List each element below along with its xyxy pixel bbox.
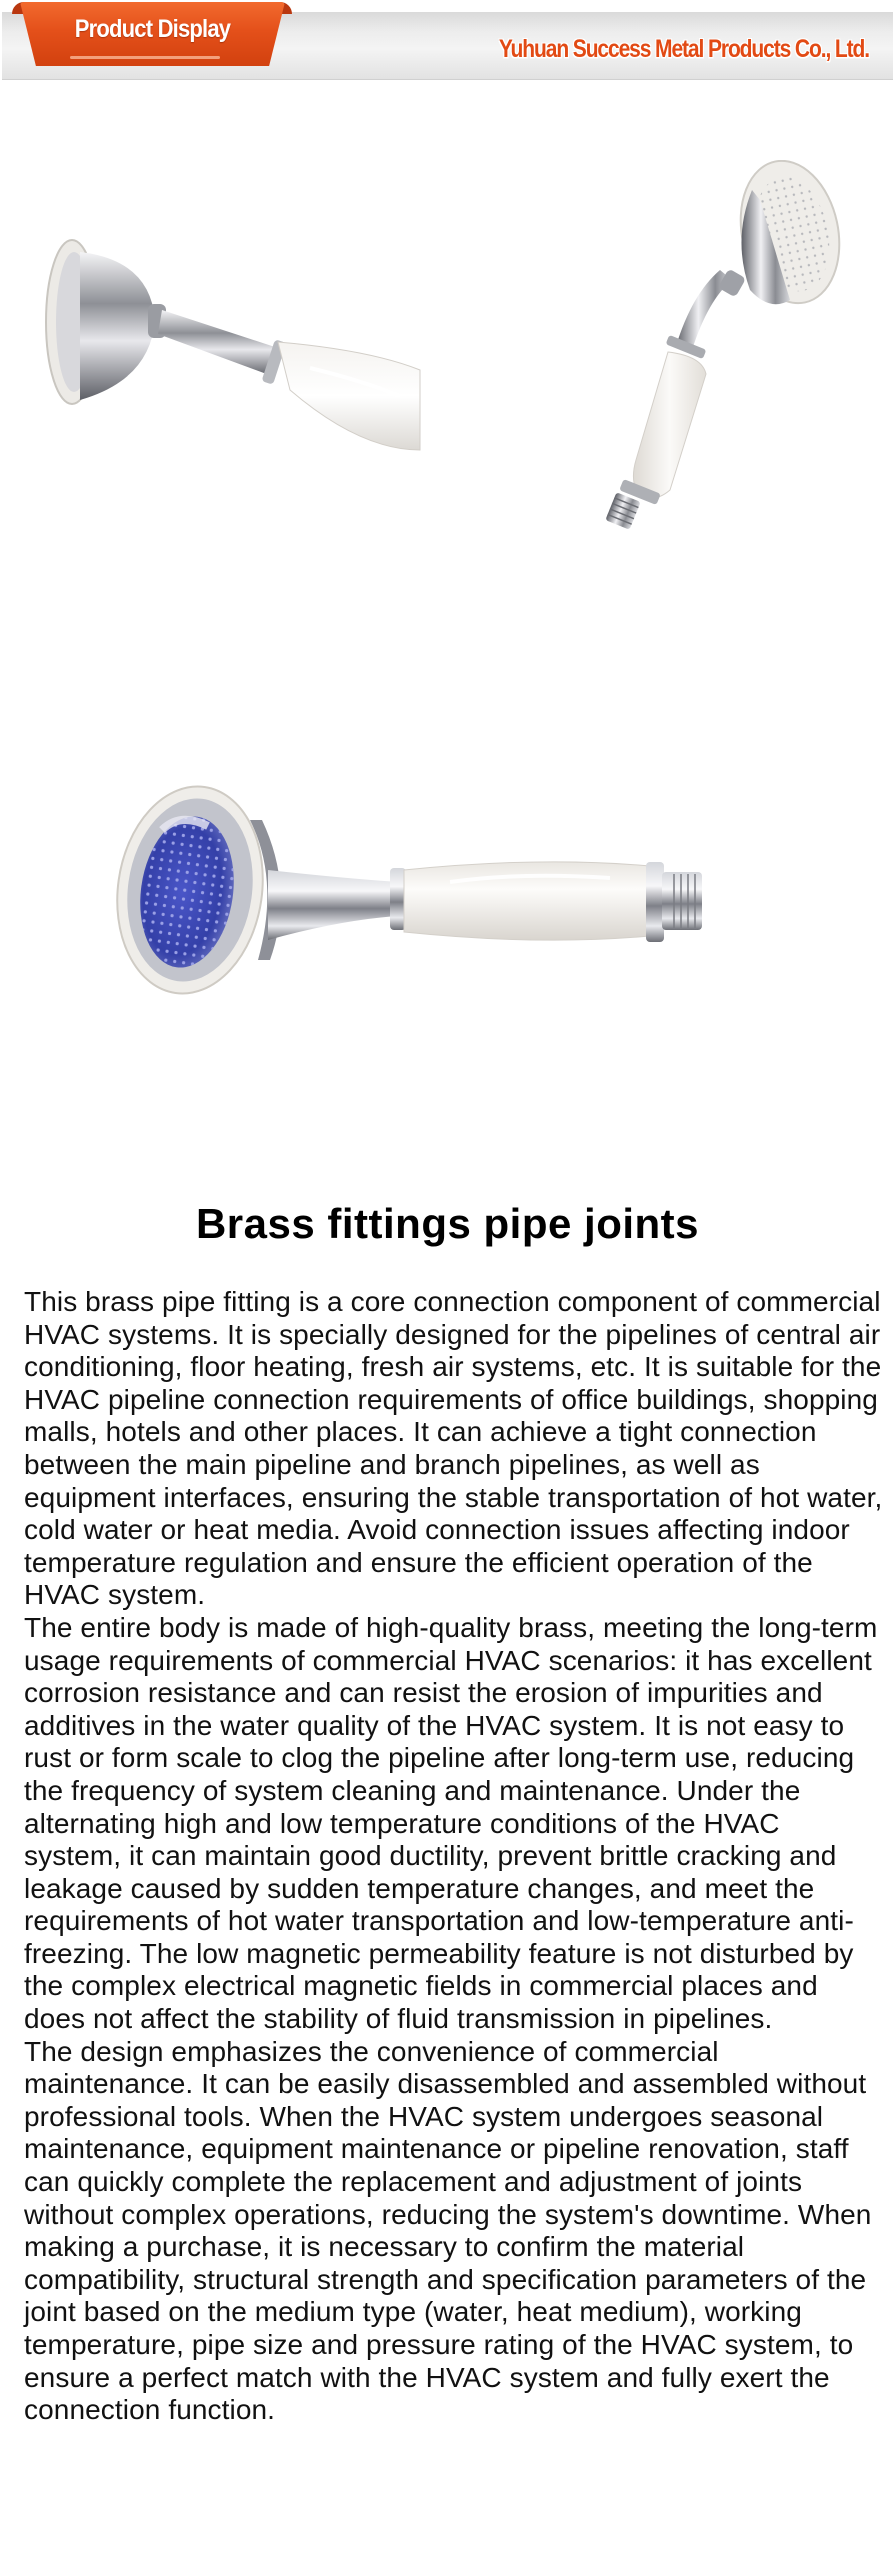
product-title: Brass fittings pipe joints <box>195 1200 700 1247</box>
product-display-header <box>0 0 895 82</box>
description-paragraph-2: The entire body is made of high-quality brass, meeting the long-term usage requirements of commercial HVAC scenarios: it has excellent corrosion resistance and can resist the erosion of impurities and additives in the water quality of the HVAC system. It is not easy to rust or form scale to clog the pipeline after long-term use, reducing the frequency of system cleaning and maintenance. Under the alternating high and low temperature conditions of the HVAC system, it can maintain good ductility, prevent brittle cracking and leakage caused by sudden temperature changes, and meet the requirements of hot water transportation and low-temperature anti-freezing. The low magnetic permeability feature is not disturbed by the complex electrical magnetic fields in commercial places and does not affect the stability of fluid transmission in pipelines. <box>24 1611 878 2035</box>
product-image-1 <box>40 200 460 470</box>
ribbon-label: Product Display <box>74 14 231 43</box>
description-paragraph-1: This brass pipe fitting is a core connection component of commercial HVAC systems. It is specially designed for the pipelines of central air conditioning, floor heating, fresh air systems, etc. It is suitable for the HVAC pipeline connection requirements of office buildings, shopping malls, hotels and other places. It can achieve a tight connection between the main pipeline and branch pipelines, as well as equipment interfaces, ensuring the stable transportation of hot water, cold water or heat media. Avoid connection issues affecting indoor temperature regulation and ensure the efficient operation of the HVAC system. <box>24 1286 883 1611</box>
product-image-2 <box>470 160 870 540</box>
description-paragraph-3: The design emphasizes the convenience of commercial maintenance. It can be easily disassembled and assembled without professional tools. When the HVAC system undergoes seasonal maintenance, equipment maintenance or pipeline renovation, staff can quickly complete the replacement and adjustment of joints without complex operations, reducing the system's downtime. When making a purchase, it is necessary to confirm the material compatibility, structural strength and specification parameters of the joint based on the medium type (water, heat medium), working temperature, pipe size and pressure rating of the HVAC system, to ensure a perfect match with the HVAC system and fully exert the connection function. <box>24 2035 872 2426</box>
product-description <box>24 1286 884 2427</box>
ribbon-highlight <box>70 56 220 59</box>
company-name: Yuhuan Success Metal Products Co., Ltd. <box>498 35 869 64</box>
hand-shower-angled-left-image <box>40 200 460 470</box>
product-image-3 <box>90 760 840 1030</box>
hand-shower-side-image <box>90 760 840 1030</box>
hand-shower-angled-right-image <box>470 160 870 540</box>
